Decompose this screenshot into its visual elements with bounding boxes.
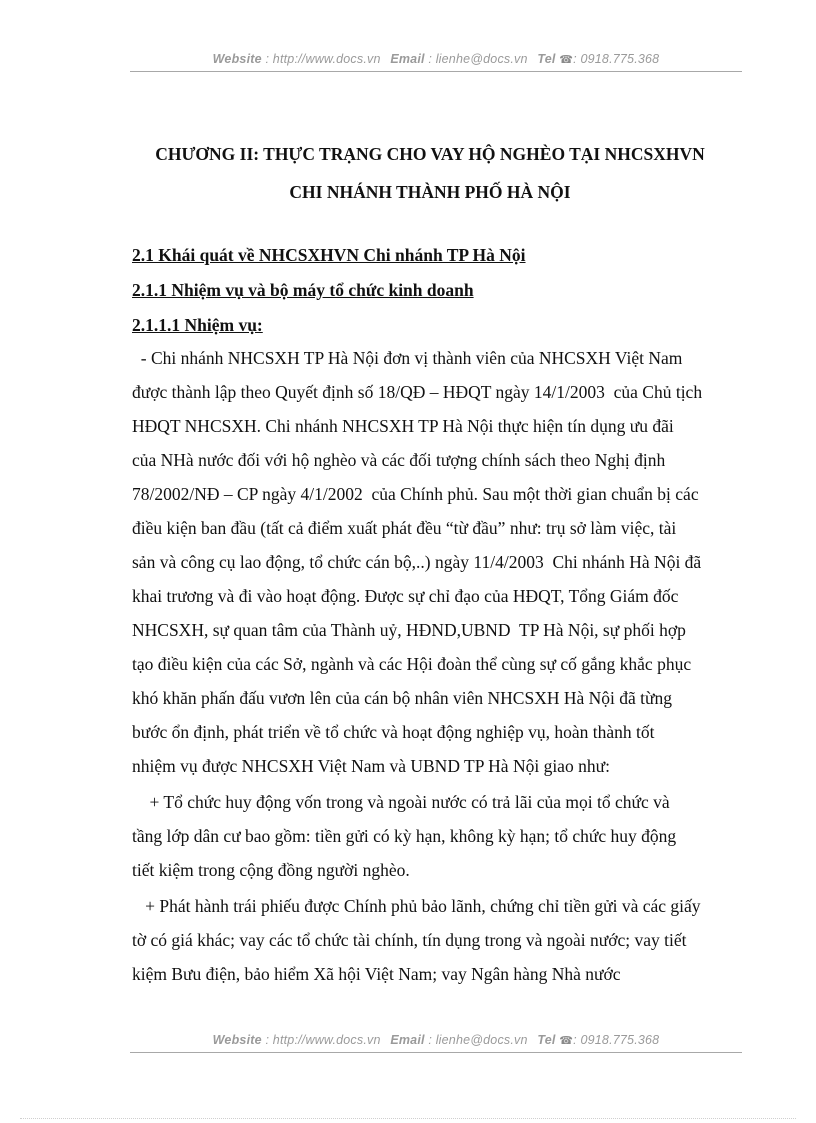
body-line: được thành lập theo Quyết định số 18/QĐ – HĐQT ngày 14/1/2003 của Chủ tịch: [132, 382, 703, 402]
phone-icon: ☎: [559, 54, 574, 66]
body-line: khai trương và đi vào hoạt động. Được sự chỉ đạo của HĐQT, Tổng Giám đốc: [132, 586, 679, 606]
body-line: của NHà nước đối với hộ nghèo và các đối tượng chính sách theo Nghị định: [132, 450, 666, 470]
heading-2-1-1: 2.1.1 Nhiệm vụ và bộ máy tổ chức kinh doanh: [132, 280, 474, 300]
header-email-value[interactable]: : lienhe@docs.vn: [428, 52, 528, 66]
footer-email-label: Email: [390, 1033, 425, 1047]
body-line: nhiệm vụ được NHCSXH Việt Nam và UBND TP Hà Nội giao như:: [132, 756, 610, 776]
header-email-label: Email: [390, 52, 425, 66]
footer-email-value[interactable]: : lienhe@docs.vn: [428, 1033, 528, 1047]
header-tel-label: Tel: [537, 52, 556, 66]
body-line: điều kiện ban đầu (tất cả điểm xuất phát đều “từ đầu” như: trụ sở làm việc, tài: [132, 518, 677, 538]
body-line: - Chi nhánh NHCSXH TP Hà Nội đơn vị thành viên của NHCSXH Việt Nam: [132, 348, 683, 368]
page-header: [130, 52, 742, 66]
chapter-title: [110, 135, 750, 211]
footer-website-label: Website: [212, 1033, 262, 1047]
header-website-label: Website: [212, 52, 262, 66]
body-line: khó khăn phấn đấu vươn lên của cán bộ nhân viên NHCSXH Hà Nội đã từng: [132, 688, 672, 708]
heading-2-1: 2.1 Khái quát về NHCSXHVN Chi nhánh TP Hà Nội: [132, 245, 526, 265]
page-footer: [130, 1033, 742, 1047]
body-line: + Tổ chức huy động vốn trong và ngoài nước có trả lãi của mọi tổ chức và: [132, 792, 670, 812]
body-line: sản và công cụ lao động, tổ chức cán bộ,..) ngày 11/4/2003 Chi nhánh Hà Nội đã: [132, 552, 702, 572]
phone-icon: ☎: [559, 1035, 574, 1047]
footer-tel-value: : 0918.775.368: [573, 1033, 660, 1047]
body-line: tầng lớp dân cư bao gồm: tiền gửi có kỳ hạn, không kỳ hạn; tổ chức huy động: [132, 826, 677, 846]
body-line: tờ có giá khác; vay các tổ chức tài chính, tín dụng trong và ngoài nước; vay tiết: [132, 930, 687, 950]
body-line: 78/2002/NĐ – CP ngày 4/1/2002 của Chính phủ. Sau một thời gian chuẩn bị các: [132, 484, 699, 504]
page-edge-divider: [20, 1118, 796, 1119]
header-rule: [130, 71, 742, 72]
header-tel-value: : 0918.775.368: [573, 52, 660, 66]
header-website-url[interactable]: : http://www.docs.vn: [265, 52, 381, 66]
body-line: bước ổn định, phát triển về tổ chức và hoạt động nghiệp vụ, hoàn thành tốt: [132, 722, 655, 742]
body-line: HĐQT NHCSXH. Chi nhánh NHCSXH TP Hà Nội thực hiện tín dụng ưu đãi: [132, 416, 674, 436]
body-line: kiệm Bưu điện, bảo hiểm Xã hội Việt Nam; vay Ngân hàng Nhà nước: [132, 964, 621, 984]
body-line: tiết kiệm trong cộng đồng người nghèo.: [132, 860, 410, 880]
chapter-title-line-1: CHƯƠNG II: THỰC TRẠNG CHO VAY HỘ NGHÈO TẠI NHCSXHVN: [155, 144, 705, 164]
body-line: NHCSXH, sự quan tâm của Thành uỷ, HĐND,UBND TP Hà Nội, sự phối hợp: [132, 620, 686, 640]
footer-tel-label: Tel: [537, 1033, 556, 1047]
footer-rule: [130, 1052, 742, 1053]
heading-2-1-1-1: 2.1.1.1 Nhiệm vụ:: [132, 315, 263, 335]
chapter-title-line-2: CHI NHÁNH THÀNH PHỐ HÀ NỘI: [289, 182, 571, 202]
body-line: tạo điều kiện của các Sở, ngành và các Hội đoàn thể cùng sự cố gắng khắc phục: [132, 654, 692, 674]
footer-website-url[interactable]: : http://www.docs.vn: [265, 1033, 381, 1047]
body-line: + Phát hành trái phiếu được Chính phủ bảo lãnh, chứng chỉ tiền gửi và các giấy: [132, 896, 701, 916]
